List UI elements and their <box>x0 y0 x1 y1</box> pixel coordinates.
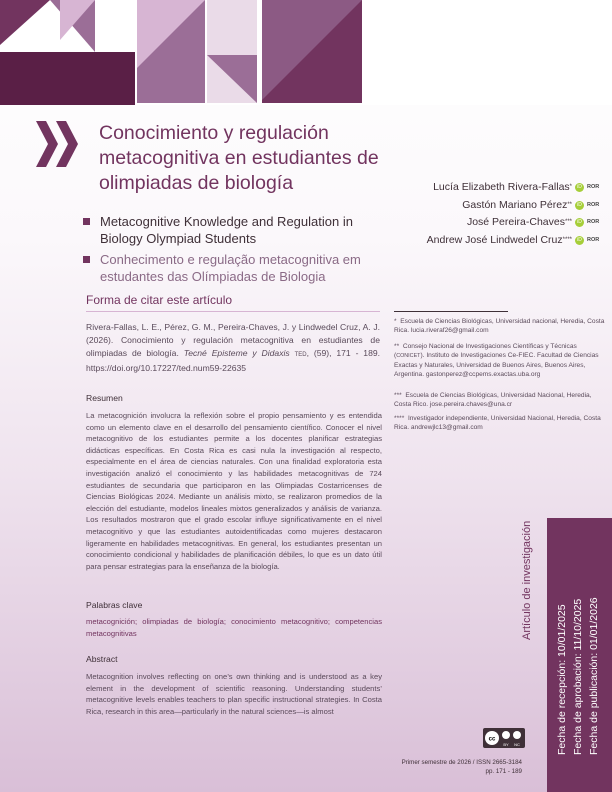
author-name: José Pereira-Chaves <box>466 216 565 228</box>
cc-license-icon[interactable] <box>483 728 525 748</box>
resumen-heading: Resumen <box>86 393 123 403</box>
footnote-mark: ** <box>394 343 400 350</box>
orcid-icon[interactable]: iD <box>575 183 584 192</box>
author-mark: ** <box>567 201 572 208</box>
date-received: Fecha de recepción: 10/01/2025 <box>556 604 568 755</box>
author <box>427 179 598 197</box>
orcid-icon[interactable]: iD <box>575 201 584 210</box>
footnote-rule <box>394 311 508 312</box>
footnote-text: Escuela de Ciencias Biológicas, Universidad Nacional, Heredia, Costa Rico. jose.pereira.chaves@una.cr <box>394 392 592 408</box>
orcid-icon[interactable]: iD <box>575 218 584 227</box>
publication-issn: Primer semestre de 2026 / ISSN 2665-3184 <box>401 759 522 766</box>
abstract-text: Metacognition involves reflecting on one’s own thinking and is understood as a key element in the development of scientific reasoning. Understanding students’ metacognitive levels enables teachers to plan specific instructional strategies. In Costa Rica, research in this area—particularly in the natural sciences—is almost <box>86 672 382 716</box>
author-mark: **** <box>562 236 572 243</box>
ror-icon[interactable]: ROR <box>587 219 600 225</box>
footnote <box>394 414 608 432</box>
author-name: Andrew José Lindwedel Cruz <box>426 233 563 246</box>
footnote-acronym: CONICET <box>396 353 421 359</box>
citation <box>86 321 380 375</box>
citation-rest[interactable]: , (59), 171 - 189. https://doi.org/10.17227/ted.num59-22635 <box>86 348 381 373</box>
publication-info <box>394 758 522 776</box>
portuguese-title-text: Conhecimento e regulação metacognitiva em estudantes das Olímpiadas de Biologia <box>100 252 361 284</box>
footnote-mark: *** <box>394 392 402 399</box>
author <box>427 214 598 232</box>
keywords-heading: Palabras clave <box>86 600 143 610</box>
footnote <box>394 391 608 409</box>
article-type: Artículo de investigación <box>521 520 533 640</box>
citation-ted: TED <box>294 352 307 358</box>
footnote-text-pre: Consejo Nacional de Investigaciones Científicas y Técnicas ( <box>394 343 577 359</box>
publication-pages: pp. 171 - 189 <box>485 768 522 775</box>
english-title-text: Metacognitive Knowledge and Regulation in Biology Olympiad Students <box>100 214 353 246</box>
footnote <box>394 317 608 335</box>
author-mark: *** <box>564 219 572 225</box>
by-text: BY <box>503 742 509 747</box>
footnote-mark: * <box>394 318 397 325</box>
author-name: Gastón Mariano Pérez <box>462 198 568 211</box>
ror-icon[interactable]: ROR <box>587 201 600 208</box>
author <box>427 232 598 250</box>
nc-text: NC <box>514 742 520 747</box>
citation-main: Rivera-Fallas, L. E., Pérez, G. M., Pereira-Chaves, J. y Lindwedel Cruz, A. J. (2026). Conocimiento y regulación metacognitiva en estudiantes de olimpiadas de biología. <box>86 322 380 358</box>
article-title: Conocimiento y regulación metacognitiva en estudiantes de olimpiadas de biología <box>99 122 379 194</box>
citation-journal: Tecné Episteme y Didaxis <box>183 348 290 358</box>
abstract-heading: Abstract <box>86 654 118 664</box>
author <box>427 197 598 215</box>
divider <box>86 311 380 312</box>
footnote-text: Investigador independiente, Universidad Nacional, Heredia, Costa Rica. andrewjlc13@gmail.com <box>394 415 601 431</box>
cc-text: cc <box>488 736 496 743</box>
author-name: Lucía Elizabeth Rivera-Fallas <box>433 181 570 193</box>
footnote-text-post: ). Instituto de Investigaciones Ce-FIEC. Facultad de Ciencias Exactas y Naturales, Universidad de Buenos Aires, Buenos Aires, Argentina. gastonperez@ccpems.exactas.uba.org <box>394 352 599 378</box>
footnote <box>394 342 608 379</box>
bullet-square-icon <box>83 256 90 263</box>
ror-icon[interactable]: ROR <box>587 184 600 190</box>
author-list <box>427 179 598 249</box>
bullet-square-icon <box>83 218 90 225</box>
footnote-mark: **** <box>394 415 405 422</box>
date-published: Fecha de publicación: 01/01/2026 <box>588 597 600 755</box>
keywords-text: metacognición; olimpiadas de biología; conocimiento metacognitivo; competencias metacognitivas <box>86 617 382 638</box>
header-graphic <box>0 0 612 105</box>
date-approved: Fecha de aprobación: 11/10/2025 <box>572 598 584 755</box>
ror-icon[interactable]: ROR <box>587 236 600 243</box>
orcid-icon[interactable]: iD <box>575 236 584 245</box>
cite-heading: Forma de citar este artículo <box>86 293 233 307</box>
double-chevron-icon <box>36 121 80 167</box>
footnote-text: Escuela de Ciencias Biológicas, Universidad nacional, Heredia, Costa Rica. lucia.riveraf26@gmail.com <box>394 318 605 334</box>
author-mark: * <box>569 184 572 190</box>
resumen-text: La metacognición involucra la reflexión sobre el propio pensamiento y es entendida como un elemento clave en el desarrollo del pensamiento científico. Conocer el nivel metacognitivo de los estudiantes permite a los docentes planificar estrategias didácticas específicas. En Costa Rica es casi nula la investigación al respecto, especialmente en el área de ciencias naturales. Con una finalidad exploratoria esta investigación analizó el conocimiento y las habilidades metacognitivas de 724 estudiantes de secundaria que participaron en las Olimpiadas Costarricenses de Ciencias Biológicas 2024. Mediante un análisis mixto, se realizaron promedios de la elección del estudiante, modelos lineales mixtos generalizados y análisis de varianza. Los resultados mostraron que el grado escolar influye significativamente en el nivel metacognitivo y que las estudiantes autoidentificadas como mujeres destacaron ligeramente en habilidades metacognitivas. En general, los estudiantes presentan un conocimiento condicional y habilidades de planificación débiles, lo que es un dato útil para pensar estrategias para la enseñanza de la biología. <box>86 411 382 571</box>
